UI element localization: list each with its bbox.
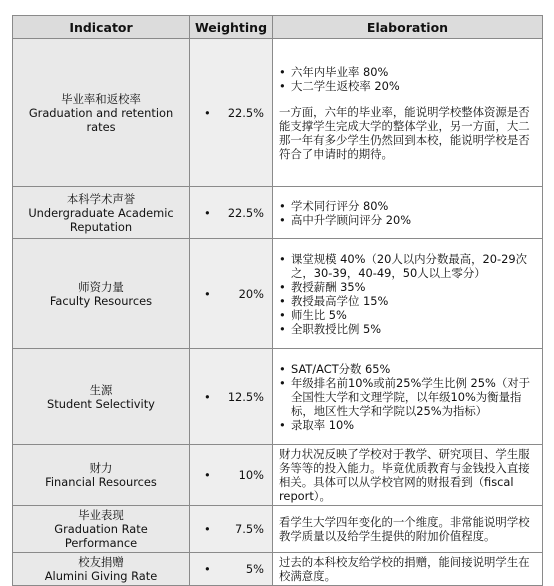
elaboration-cell (273, 445, 543, 506)
elaboration-cell (273, 39, 543, 187)
weighting-value: 5% (245, 562, 264, 576)
elaboration-cell (273, 506, 543, 553)
weighting-value: 22.5% (227, 105, 264, 120)
elaboration-cell (273, 239, 543, 349)
elaboration-paragraph: 看学生大学四年变化的一个维度。非常能说明学校教学质量以及给学生提供的附加价值程度。 (279, 515, 530, 543)
indicator-en: Graduation Rate Performance (54, 522, 148, 550)
weighting-bullet: • (204, 562, 211, 576)
indicator-cell (13, 445, 190, 506)
indicator-cell (13, 39, 190, 187)
weighting-bullet: • (204, 205, 211, 220)
indicator-cell (13, 239, 190, 349)
indicator-zh: 本科学术声誉 (66, 191, 136, 206)
header-indicator: Indicator (13, 16, 190, 39)
weighting-cell (190, 239, 273, 349)
weighting-value: 20% (238, 286, 264, 301)
weighting-cell (190, 187, 273, 239)
weighting-cell (190, 553, 273, 586)
ranking-table-container (12, 15, 542, 586)
table-row (13, 445, 543, 506)
elaboration-paragraph: 财力状况反映了学校对于教学、研究项目、学生服务等等的投入能力。毕竟优质教育与金钱投入直接相关。具体可以从学校官网的财报看到（fiscal report）。 (279, 447, 530, 503)
table-row (13, 239, 543, 349)
indicator-zh: 财力 (89, 461, 113, 475)
list-item: • 六年内毕业率 80% (279, 65, 538, 79)
indicator-cell (13, 349, 190, 445)
elaboration-paragraph: 一方面，六年的毕业率，能说明学校整体资源是否能支撑学生完成大学的整体学业，另一方面，大二那一年有多少学生仍然回到本校，能说明学校是否符合了申请时的期待。 (279, 104, 530, 161)
indicator-en: Alumini Giving Rate (44, 569, 158, 583)
table-row (13, 506, 543, 553)
indicator-en: Undergraduate Academic Reputation (28, 205, 174, 234)
indicator-cell (13, 187, 190, 239)
list-item: • 教授最高学位 15% (279, 294, 538, 308)
table-header-row (13, 16, 543, 39)
list-item: • 教授薪酬 35% (279, 280, 538, 294)
list-item: • 大二学生返校率 20% (279, 79, 538, 93)
header-weighting: Weighting (190, 16, 273, 39)
table-row (13, 349, 543, 445)
weighting-bullet: • (204, 468, 211, 482)
weighting-value: 12.5% (227, 389, 264, 404)
ranking-indicator-table (12, 15, 543, 586)
elaboration-list (279, 362, 538, 432)
indicator-zh: 毕业表现 (78, 508, 124, 522)
weighting-value: 22.5% (227, 205, 264, 220)
weighting-cell (190, 506, 273, 553)
weighting-bullet: • (204, 105, 211, 120)
indicator-cell (13, 506, 190, 553)
elaboration-cell (273, 349, 543, 445)
weighting-bullet: • (204, 389, 211, 404)
indicator-en: Faculty Resources (49, 293, 153, 308)
indicator-zh: 师资力量 (78, 279, 124, 294)
list-item: • 学术同行评分 80% (279, 199, 538, 213)
indicator-en: Financial Resources (45, 475, 157, 489)
weighting-value: 7.5% (235, 522, 264, 536)
elaboration-list (279, 65, 538, 93)
elaboration-list (279, 252, 538, 336)
elaboration-paragraph: 过去的本科校友给学校的捐赠，能间接说明学生在校满意度。 (279, 555, 530, 583)
table-row (13, 553, 543, 586)
list-item: • 课堂规模 40%（20人以内分数最高，20-29次之，30-39，40-49，50人以上零分） (279, 252, 538, 280)
indicator-cell (13, 553, 190, 586)
list-item: • 全职教授比例 5% (279, 322, 538, 336)
elaboration-cell (273, 187, 543, 239)
list-item: • 师生比 5% (279, 308, 538, 322)
indicator-en: Graduation and retention rates (28, 105, 174, 134)
weighting-value: 10% (238, 468, 264, 482)
weighting-cell (190, 39, 273, 187)
list-item: • 高中升学顾问评分 20% (279, 213, 538, 227)
weighting-cell (190, 445, 273, 506)
list-item: • 年级排名前10%或前25%学生比例 25%（对于全国性大学和文理学院，以年级10%为衡量指标，地区性大学和学院以25%为指标） (279, 376, 538, 418)
indicator-zh: 毕业率和返校率 (61, 91, 141, 106)
weighting-bullet: • (204, 286, 211, 301)
list-item: • 录取率 10% (279, 418, 538, 432)
weighting-bullet: • (204, 522, 211, 536)
elaboration-list (279, 199, 538, 227)
table-row (13, 39, 543, 187)
table-row (13, 187, 543, 239)
weighting-cell (190, 349, 273, 445)
indicator-zh: 生源 (89, 382, 113, 397)
indicator-en: Student Selectivity (47, 396, 155, 411)
header-elaboration: Elaboration (273, 16, 543, 39)
list-item: • SAT/ACT分数 65% (279, 362, 538, 376)
indicator-zh: 校友捐赠 (78, 555, 124, 569)
elaboration-cell (273, 553, 543, 586)
